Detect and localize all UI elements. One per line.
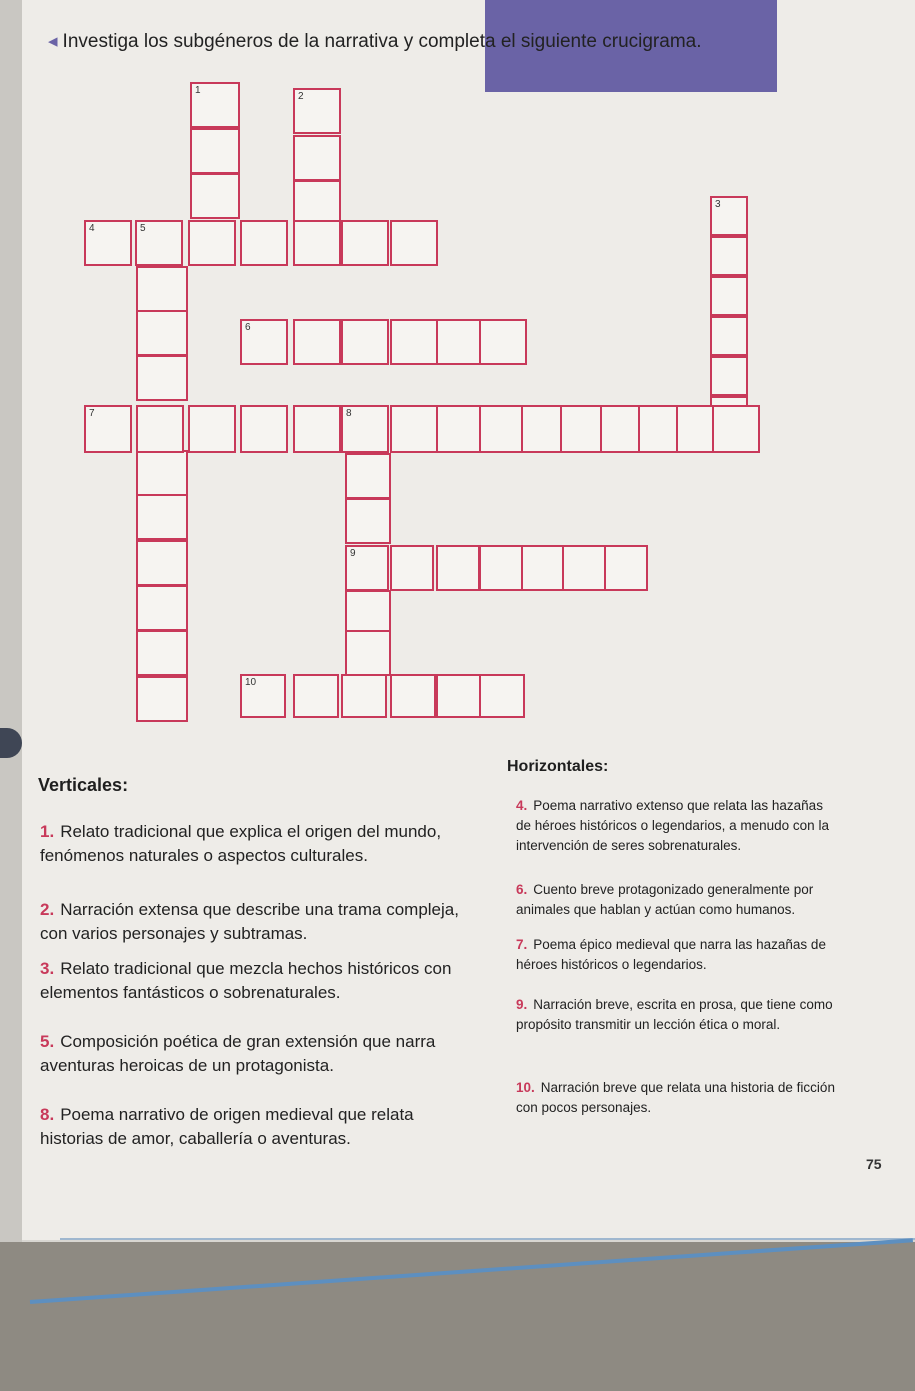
verticales-heading: Verticales: <box>38 775 129 795</box>
crossword-cell[interactable] <box>188 220 236 266</box>
crossword-cell[interactable] <box>240 405 288 453</box>
crossword-cell[interactable] <box>345 498 391 544</box>
crossword-cell[interactable] <box>136 540 188 586</box>
crossword-cell[interactable] <box>136 450 188 496</box>
crossword-cell[interactable] <box>136 266 188 312</box>
crossword-cell[interactable] <box>188 405 236 453</box>
crossword-cell[interactable] <box>479 674 525 718</box>
crossword-cell[interactable] <box>390 674 436 718</box>
crossword-cell[interactable] <box>436 319 484 365</box>
crossword-cell[interactable] <box>712 405 760 453</box>
crossword-cell[interactable] <box>436 545 480 591</box>
crossword-cell[interactable] <box>136 630 188 676</box>
clue-number-label: 7 <box>89 408 95 419</box>
crossword-cell[interactable] <box>479 405 527 453</box>
crossword-cell[interactable] <box>341 319 389 365</box>
crossword-cell[interactable] <box>390 220 438 266</box>
crossword-cell[interactable] <box>293 220 341 266</box>
crossword-cell[interactable] <box>436 674 482 718</box>
tab-marker <box>0 728 22 758</box>
crossword-cell[interactable] <box>345 630 391 676</box>
clue-vertical-3: 3. Relato tradicional que mezcla hechos históricos con elementos fantásticos o sobrenaturales. <box>40 959 452 1002</box>
clue-vertical-8: 8. Poema narrativo de origen medieval que relata historias de amor, caballería o aventuras. <box>40 1105 414 1148</box>
crossword-cell[interactable] <box>341 220 389 266</box>
clue-number-label: 5 <box>140 223 146 234</box>
page-edge <box>0 0 22 1391</box>
crossword-cell[interactable] <box>390 319 438 365</box>
crossword-cell[interactable] <box>710 276 748 316</box>
clue-vertical-1: 1. Relato tradicional que explica el origen del mundo, fenómenos naturales o aspectos culturales. <box>40 822 442 865</box>
clue-vertical-2: 2. Narración extensa que describe una trama compleja, con varios personajes y subtramas. <box>40 900 459 943</box>
crossword-cell[interactable] <box>710 316 748 356</box>
crossword-cell[interactable] <box>136 676 188 722</box>
crossword-cell[interactable] <box>190 173 240 219</box>
clue-horizontal-4: 4. Poema narrativo extenso que relata las hazañas de héroes históricos o legendarios, a menudo con la intervención de seres sobrenaturales. <box>516 798 829 853</box>
clue-number-label: 8 <box>346 408 352 419</box>
crossword-cell[interactable] <box>436 405 484 453</box>
crossword-cell[interactable] <box>521 545 565 591</box>
crossword-cell[interactable] <box>479 545 523 591</box>
crossword-cell[interactable] <box>190 128 240 174</box>
exercise-title <box>48 30 702 53</box>
crossword-cell[interactable] <box>390 405 438 453</box>
crossword-cell[interactable] <box>293 135 341 181</box>
clue-horizontal-9: 9. Narración breve, escrita en prosa, que tiene como propósito transmitir un lección ética o moral. <box>516 997 833 1032</box>
crossword-cell[interactable] <box>341 674 387 718</box>
crossword-cell[interactable] <box>390 545 434 591</box>
crossword-cell[interactable] <box>710 356 748 396</box>
crossword-cell[interactable] <box>136 585 188 631</box>
clue-number-label: 2 <box>298 91 304 102</box>
bullet-icon: ◂ <box>48 31 58 52</box>
clue-horizontal-6: 6. Cuento breve protagonizado generalmente por animales que hablan y actúan como humanos. <box>516 882 814 917</box>
page-number: 75 <box>866 1156 882 1172</box>
crossword-cell[interactable] <box>604 545 648 591</box>
crossword-cell[interactable] <box>136 405 184 453</box>
crossword-cell[interactable] <box>136 494 188 540</box>
clue-vertical-5: 5. Composición poética de gran extensión que narra aventuras heroicas de un protagonista. <box>40 1032 436 1075</box>
crossword-cell[interactable] <box>562 545 606 591</box>
crossword-cell[interactable] <box>479 319 527 365</box>
clue-horizontal-10: 10. Narración breve que relata una historia de ficción con pocos personajes. <box>516 1080 835 1115</box>
crossword-cell[interactable] <box>345 453 391 499</box>
horizontales-heading: Horizontales: <box>507 758 609 775</box>
desk-background <box>0 1242 915 1391</box>
crossword-cell[interactable] <box>293 319 341 365</box>
title-text: Investiga los subgéneros de la narrativa y completa el siguiente crucigrama. <box>62 31 702 52</box>
clue-number-label: 10 <box>245 677 257 688</box>
crossword-cell[interactable] <box>293 674 339 718</box>
crossword-cell[interactable] <box>136 310 188 356</box>
clue-number-label: 1 <box>195 85 201 96</box>
crossword-cell[interactable] <box>293 405 341 453</box>
clue-number-label: 3 <box>715 199 721 210</box>
crossword-cell[interactable] <box>136 355 188 401</box>
page-bottom-rule <box>60 1238 915 1240</box>
clue-horizontal-7: 7. Poema épico medieval que narra las hazañas de héroes históricos o legendarios. <box>516 937 826 972</box>
crossword-cell[interactable] <box>240 220 288 266</box>
clue-number-label: 6 <box>245 322 251 333</box>
clue-number-label: 9 <box>350 548 356 559</box>
crossword-cell[interactable] <box>710 236 748 276</box>
clue-number-label: 4 <box>89 223 95 234</box>
